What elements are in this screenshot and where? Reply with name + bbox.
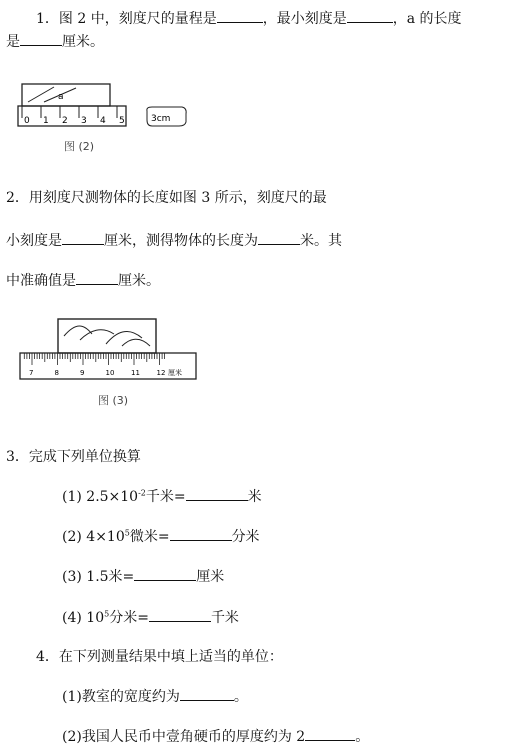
q3-item-unit: 微米= [129,529,170,545]
figure-3-caption: 图 (3) [98,394,129,407]
figure-2-caption: 图 (2) [64,140,95,153]
ruler-2-tick-label: 5 [119,116,125,126]
q3-item-target-unit: 厘米 [196,569,225,585]
q3-item-value: 2.5×10 [86,489,139,505]
q3-item-exponent: 5 [104,609,110,619]
ruler-3-labels [29,369,165,377]
q4-item-2-text: (2)我国人民币中壹角硬币的厚度约为 2 [62,729,306,745]
q1-text-c: ，a 的长度 [392,11,462,27]
q3-item-exponent: -2 [138,488,146,498]
ruler-2-tick-label: 2 [62,116,68,126]
q2-blank-length[interactable] [258,231,300,245]
q3-item-num: (1) [62,489,87,505]
q1-text-a: 1．图 2 中，刻度尺的量程是 [36,11,217,27]
q3-item [62,608,239,627]
q3-item-blank[interactable] [149,608,211,622]
q4-item-2 [62,727,369,746]
q4-item-2-end: 。 [355,729,370,745]
q2-text-e: 厘米。 [118,273,160,289]
object-block [58,319,156,353]
ruler-2-body [18,106,126,126]
q2-text-d: 中准确值是 [6,273,76,289]
ruler-3-tick-label: 7 [29,369,34,377]
ruler-2-tick-label: 1 [43,116,49,126]
q3-item-target-unit: 分米 [231,529,260,545]
ruler-3-tick-label: 10 [105,369,115,377]
q2-line3 [6,271,160,290]
q4-item-1-end: 。 [233,689,248,705]
wood-grain [64,326,150,346]
ruler-2-tick-label: 4 [100,116,106,126]
ruler-3-unit: 厘米 [168,369,182,377]
q2-blank-min-scale[interactable] [62,231,104,245]
figure-3-ruler [18,316,200,386]
q3-item-target-unit: 千米 [210,610,239,626]
q1-text-d: 是 [6,34,20,50]
q3-item [62,567,224,586]
q4-item-1 [62,687,248,706]
q3-item-num: (3) [62,569,87,585]
q1-blank-min-scale[interactable] [347,9,393,23]
q1-text-b: ，最小刻度是 [262,11,347,27]
ruler-3-tick-label: 9 [80,369,85,377]
ruler-3-ticks [24,353,164,365]
q4-item-2-blank[interactable] [305,727,355,741]
ruler-3-tick-label: 12 [156,369,166,377]
q2-text-c: 米。其 [300,233,342,249]
q3-item-num: (2) [62,529,87,545]
ruler-3-tick-label: 8 [54,369,59,377]
q3-item [62,527,260,546]
q4-title: 4．在下列测量结果中填上适当的单位： [36,649,283,665]
q3-item-exponent: 5 [124,528,130,538]
q3-item-value: 10 [86,610,105,626]
ruler-3-tick-label: 11 [131,369,140,377]
q2-line1: 2．用刻度尺测物体的长度如图 3 所示，刻度尺的最 [6,190,327,206]
q1-line1 [36,9,462,28]
q2-text-a: 小刻度是 [6,233,62,249]
q2-blank-accurate[interactable] [76,271,118,285]
object-a-label: a [58,92,64,102]
q2-text-b: 厘米，测得物体的长度为 [104,233,258,249]
q4-item-1-blank[interactable] [180,687,234,701]
ruler-2-tick-label: 3 [81,116,87,126]
q3-item [62,487,262,506]
q3-item-blank[interactable] [170,527,232,541]
q1-line2 [6,32,104,51]
q3-item-num: (4) [62,610,87,626]
q3-item-value: 4×10 [86,529,125,545]
q3-item-blank[interactable] [186,487,248,501]
q3-item-unit: 分米= [109,610,149,626]
figure-2-ruler [14,82,204,162]
ruler-2-labels [24,116,125,126]
ruler-2-tick-label: 0 [24,116,30,126]
q2-line2 [6,231,342,250]
q1-text-e: 厘米。 [62,34,104,50]
q1-blank-length[interactable] [20,32,62,46]
q3-item-value: 1.5 [86,569,109,585]
q1-blank-range[interactable] [217,9,263,23]
q3-item-target-unit: 米 [247,489,262,505]
q3-item-blank[interactable] [134,567,196,581]
unit-label-3cm: 3cm [151,114,171,124]
q3-title: 3．完成下列单位换算 [6,449,141,465]
q3-item-unit: 米= [108,569,135,585]
object-a-block [22,84,110,106]
q4-item-1-text: (1)教室的宽度约为 [62,689,180,705]
q3-item-unit: 千米= [145,489,186,505]
